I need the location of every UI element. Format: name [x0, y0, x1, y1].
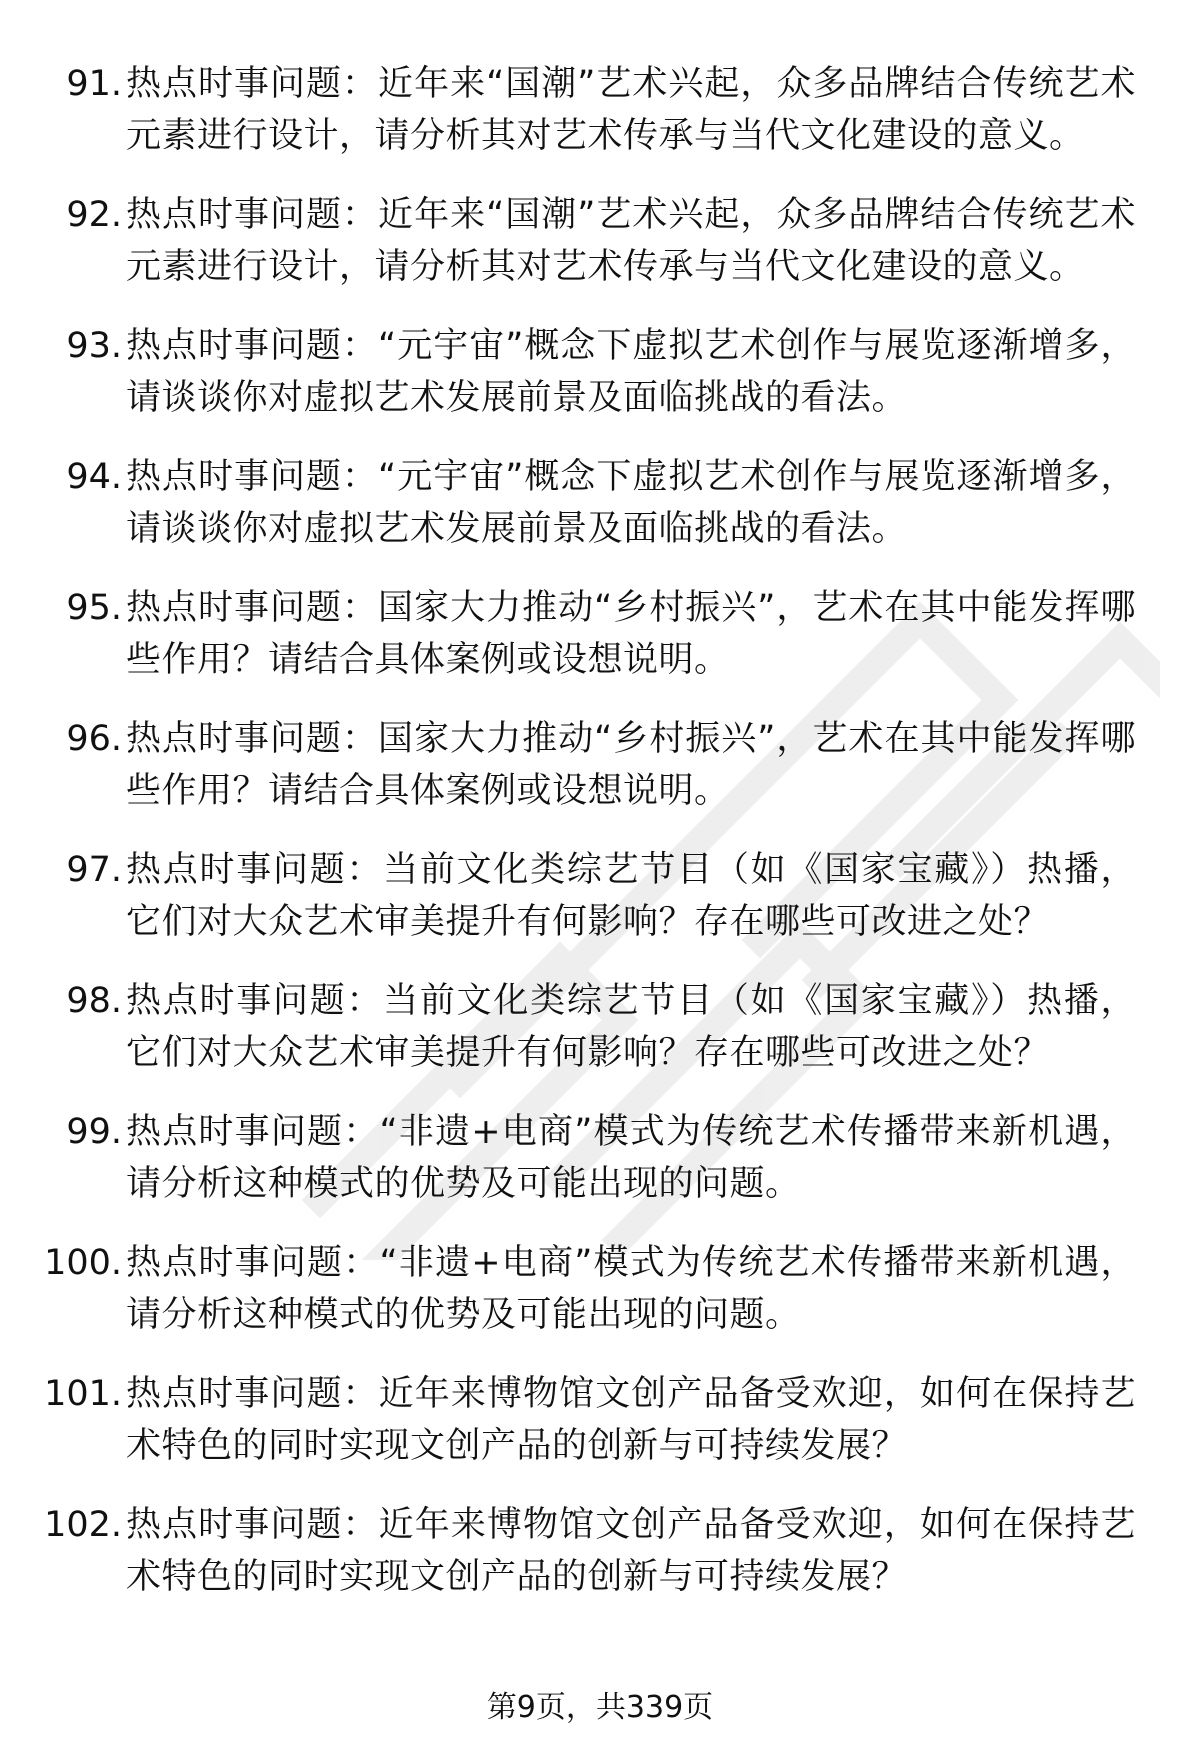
question-text: 热点时事问题：近年来“国潮”艺术兴起，众多品牌结合传统艺术元素进行设计，请分析其对艺术传承与当代文化建设的意义。: [126, 195, 1136, 287]
question-number: 96.: [66, 719, 122, 759]
question-number: 101.: [44, 1374, 122, 1414]
list-item: [0, 713, 1200, 844]
question-text: 热点时事问题：当前文化类综艺节目（如《国家宝藏》）热播，它们对大众艺术审美提升有何影响？存在哪些可改进之处？: [126, 850, 1136, 942]
list-item: [0, 975, 1200, 1106]
question-text: 热点时事问题：“非遗+电商”模式为传统艺术传播带来新机遇，请分析这种模式的优势及可能出现的问题。: [126, 1243, 1136, 1335]
question-number: 102.: [44, 1505, 122, 1545]
question-text: 热点时事问题：当前文化类综艺节目（如《国家宝藏》）热播，它们对大众艺术审美提升有何影响？存在哪些可改进之处？: [126, 981, 1136, 1073]
question-text: 热点时事问题：“非遗+电商”模式为传统艺术传播带来新机遇，请分析这种模式的优势及可能出现的问题。: [126, 1112, 1136, 1204]
question-number: 92.: [66, 195, 122, 235]
question-number: 100.: [44, 1243, 122, 1283]
list-item: [0, 844, 1200, 975]
question-number: 93.: [66, 326, 122, 366]
list-item: [0, 1237, 1200, 1368]
question-text: 热点时事问题：近年来“国潮”艺术兴起，众多品牌结合传统艺术元素进行设计，请分析其对艺术传承与当代文化建设的意义。: [126, 64, 1136, 156]
question-number: 98.: [66, 981, 122, 1021]
question-text: 热点时事问题：国家大力推动“乡村振兴”，艺术在其中能发挥哪些作用？请结合具体案例或设想说明。: [126, 588, 1136, 680]
question-number: 97.: [66, 850, 122, 890]
list-item: [0, 320, 1200, 451]
question-text: 热点时事问题：“元宇宙”概念下虚拟艺术创作与展览逐渐增多，请谈谈你对虚拟艺术发展前景及面临挑战的看法。: [126, 326, 1136, 418]
question-text: 热点时事问题：“元宇宙”概念下虚拟艺术创作与展览逐渐增多，请谈谈你对虚拟艺术发展前景及面临挑战的看法。: [126, 457, 1136, 549]
list-item: [0, 1499, 1200, 1630]
page-footer: 第9页，共339页: [486, 1690, 714, 1725]
question-text: 热点时事问题：国家大力推动“乡村振兴”，艺术在其中能发挥哪些作用？请结合具体案例或设想说明。: [126, 719, 1136, 811]
question-text: 热点时事问题：近年来博物馆文创产品备受欢迎，如何在保持艺术特色的同时实现文创产品的创新与可持续发展？: [126, 1505, 1136, 1597]
list-item: [0, 58, 1200, 189]
question-number: 95.: [66, 588, 122, 628]
list-item: [0, 582, 1200, 713]
question-number: 99.: [66, 1112, 122, 1152]
question-text: 热点时事问题：近年来博物馆文创产品备受欢迎，如何在保持艺术特色的同时实现文创产品的创新与可持续发展？: [126, 1374, 1136, 1466]
question-list: [0, 58, 1200, 1630]
list-item: [0, 1368, 1200, 1499]
list-item: [0, 451, 1200, 582]
list-item: [0, 1106, 1200, 1237]
question-number: 91.: [66, 64, 122, 104]
question-number: 94.: [66, 457, 122, 497]
list-item: [0, 189, 1200, 320]
